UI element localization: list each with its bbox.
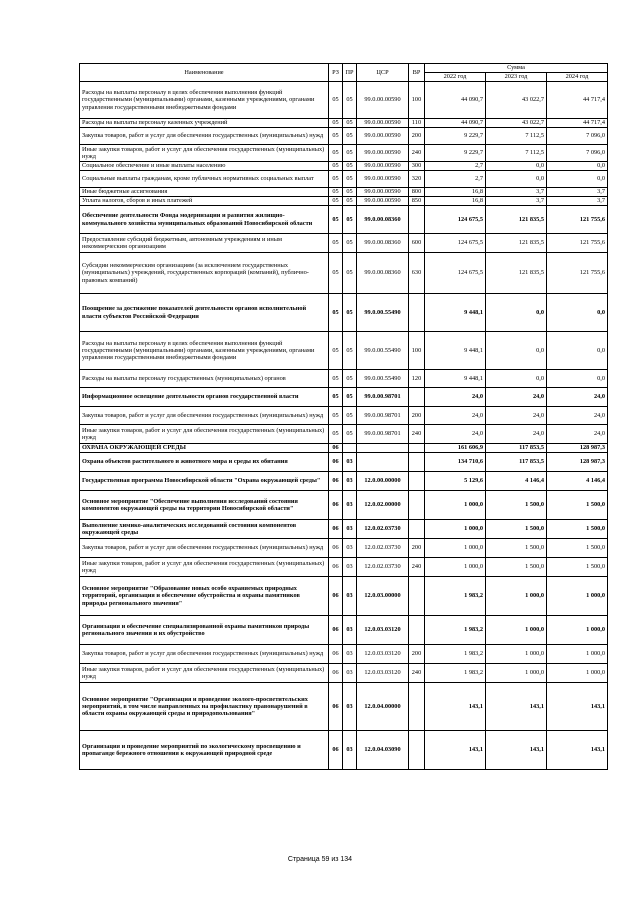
cell-2023: 0,0 <box>486 332 547 370</box>
cell-name: Основное мероприятие "Организация и проведение эколого-просветительских мероприятий, в том числе направленных на профилактику правонарушений в области охраны окружающей среды и природопользования" <box>80 683 329 731</box>
cell-name: Иные бюджетные ассигнования <box>80 188 329 197</box>
cell-vr <box>409 294 425 332</box>
cell-pr: 03 <box>343 731 357 770</box>
cell-rz: 05 <box>329 294 343 332</box>
cell-pr: 05 <box>343 206 357 234</box>
table-row <box>80 520 608 539</box>
cell-2023: 0,0 <box>486 162 547 171</box>
cell-2024: 7 096,0 <box>547 128 608 145</box>
cell-pr: 05 <box>343 188 357 197</box>
cell-csr: 12.0.03.03120 <box>357 616 409 645</box>
cell-2022: 9 448,1 <box>425 332 486 370</box>
cell-pr: 05 <box>343 119 357 128</box>
table-body <box>80 82 608 770</box>
cell-2022: 1 000,0 <box>425 558 486 577</box>
cell-name: Субсидии некоммерческим организациям (за исключением государственных (муниципальных) учреждений, государственных корпораций (компаний), публично-правовых компаний) <box>80 253 329 294</box>
cell-2023: 4 146,4 <box>486 472 547 491</box>
cell-2024: 3,7 <box>547 188 608 197</box>
cell-rz: 06 <box>329 645 343 664</box>
cell-pr: 05 <box>343 332 357 370</box>
cell-pr: 03 <box>343 616 357 645</box>
cell-vr <box>409 577 425 616</box>
cell-2023: 24,0 <box>486 425 547 444</box>
cell-name: Социальные выплаты гражданам, кроме публичных нормативных социальных выплат <box>80 171 329 188</box>
cell-2023: 43 022,7 <box>486 82 547 119</box>
cell-2023: 121 835,5 <box>486 253 547 294</box>
table-row <box>80 188 608 197</box>
cell-2024: 3,7 <box>547 197 608 206</box>
cell-2023: 117 853,5 <box>486 453 547 472</box>
cell-2024: 0,0 <box>547 162 608 171</box>
cell-2022: 5 129,6 <box>425 472 486 491</box>
cell-rz: 06 <box>329 731 343 770</box>
cell-2024: 24,0 <box>547 407 608 425</box>
table-row <box>80 206 608 234</box>
cell-vr: 200 <box>409 645 425 664</box>
cell-2023: 1 500,0 <box>486 520 547 539</box>
table-row <box>80 294 608 332</box>
cell-2024: 1 500,0 <box>547 520 608 539</box>
cell-pr: 03 <box>343 664 357 683</box>
cell-pr: 05 <box>343 407 357 425</box>
cell-name: Закупка товаров, работ и услуг для обеспечения государственных (муниципальных) нужд <box>80 645 329 664</box>
cell-pr: 03 <box>343 491 357 520</box>
cell-pr: 03 <box>343 558 357 577</box>
table-row <box>80 82 608 119</box>
cell-2022: 124 675,5 <box>425 234 486 253</box>
cell-2022: 134 710,6 <box>425 453 486 472</box>
cell-2024: 1 000,0 <box>547 577 608 616</box>
cell-2022: 2,7 <box>425 171 486 188</box>
cell-2023: 3,7 <box>486 188 547 197</box>
cell-2022: 1 983,2 <box>425 577 486 616</box>
table-row <box>80 491 608 520</box>
cell-2024: 0,0 <box>547 294 608 332</box>
cell-2024: 143,1 <box>547 731 608 770</box>
cell-2023: 1 000,0 <box>486 664 547 683</box>
table-row <box>80 616 608 645</box>
cell-csr: 12.0.00.00000 <box>357 472 409 491</box>
cell-csr: 12.0.02.03730 <box>357 539 409 558</box>
cell-2023: 0,0 <box>486 370 547 388</box>
cell-2022: 2,7 <box>425 162 486 171</box>
cell-rz: 06 <box>329 664 343 683</box>
cell-2023: 7 112,5 <box>486 145 547 162</box>
cell-2023: 117 853,5 <box>486 444 547 453</box>
table-row <box>80 683 608 731</box>
cell-rz: 06 <box>329 577 343 616</box>
cell-rz: 06 <box>329 539 343 558</box>
cell-name: Уплата налогов, сборов и иных платежей <box>80 197 329 206</box>
cell-2022: 16,8 <box>425 188 486 197</box>
cell-2024: 1 500,0 <box>547 539 608 558</box>
header-csr: ЦСР <box>357 64 409 82</box>
header-vr: ВР <box>409 64 425 82</box>
cell-2024: 44 717,4 <box>547 82 608 119</box>
cell-pr: 03 <box>343 577 357 616</box>
cell-2022: 161 606,9 <box>425 444 486 453</box>
cell-2023: 3,7 <box>486 197 547 206</box>
cell-name: Расходы на выплаты персоналу в целях обеспечения выполнения функций государственными (муниципальными) органами, казенными учреждениями, органами управления государственными внебюджетными фондами <box>80 332 329 370</box>
cell-pr: 05 <box>343 234 357 253</box>
cell-rz: 06 <box>329 616 343 645</box>
cell-vr: 200 <box>409 407 425 425</box>
cell-2024: 1 000,0 <box>547 645 608 664</box>
cell-csr: 99.0.00.98701 <box>357 388 409 407</box>
cell-2024: 128 987,3 <box>547 453 608 472</box>
cell-rz: 06 <box>329 520 343 539</box>
cell-2023: 7 112,5 <box>486 128 547 145</box>
cell-vr: 800 <box>409 188 425 197</box>
cell-pr: 03 <box>343 472 357 491</box>
table-row <box>80 453 608 472</box>
cell-2024: 128 987,3 <box>547 444 608 453</box>
cell-2022: 143,1 <box>425 731 486 770</box>
cell-name: Обеспечение деятельности Фонда модернизации и развития жилищно-коммунального хозяйства муниципальных образований Новосибирской области <box>80 206 329 234</box>
cell-rz: 05 <box>329 82 343 119</box>
cell-name: Предоставление субсидий бюджетным, автономным учреждениям и иным некоммерческим организациям <box>80 234 329 253</box>
cell-2022: 16,8 <box>425 197 486 206</box>
cell-name: Основное мероприятие "Образование новых особо охраняемых природных территорий, организация и обеспечение обустройства и охраны памятников природы регионального значения" <box>80 577 329 616</box>
cell-pr: 03 <box>343 539 357 558</box>
budget-table <box>79 63 608 770</box>
cell-2022: 44 090,7 <box>425 119 486 128</box>
cell-2024: 1 500,0 <box>547 558 608 577</box>
cell-csr: 99.0.00.00590 <box>357 162 409 171</box>
cell-pr: 05 <box>343 162 357 171</box>
cell-2023: 43 022,7 <box>486 119 547 128</box>
cell-rz: 06 <box>329 472 343 491</box>
table-row <box>80 388 608 407</box>
table-row <box>80 128 608 145</box>
cell-rz: 05 <box>329 188 343 197</box>
cell-2023: 1 000,0 <box>486 577 547 616</box>
cell-2024: 121 755,6 <box>547 253 608 294</box>
cell-2024: 24,0 <box>547 388 608 407</box>
cell-2023: 121 835,5 <box>486 206 547 234</box>
cell-name: Расходы на выплаты персоналу в целях обеспечения выполнения функций государственными (муниципальными) органами, казенными учреждениями, органами управления государственными внебюджетными фондами <box>80 82 329 119</box>
cell-name: Иные закупки товаров, работ и услуг для обеспечения государственных (муниципальных) нужд <box>80 664 329 683</box>
cell-name: Информационное освещение деятельности органов государственной власти <box>80 388 329 407</box>
table-row <box>80 332 608 370</box>
cell-csr: 99.0.00.98701 <box>357 407 409 425</box>
cell-2024: 7 096,0 <box>547 145 608 162</box>
cell-2022: 9 448,1 <box>425 294 486 332</box>
cell-pr: 03 <box>343 645 357 664</box>
cell-csr: 99.0.00.00590 <box>357 145 409 162</box>
cell-csr: 99.0.00.00590 <box>357 82 409 119</box>
cell-pr <box>343 444 357 453</box>
cell-name: Иные закупки товаров, работ и услуг для обеспечения государственных (муниципальных) нужд <box>80 558 329 577</box>
cell-vr: 320 <box>409 171 425 188</box>
cell-vr <box>409 520 425 539</box>
cell-vr: 100 <box>409 82 425 119</box>
cell-2022: 24,0 <box>425 407 486 425</box>
cell-pr: 05 <box>343 145 357 162</box>
cell-csr: 99.0.00.00590 <box>357 128 409 145</box>
cell-pr: 03 <box>343 520 357 539</box>
cell-vr <box>409 731 425 770</box>
header-year-2022: 2022 год <box>425 73 486 82</box>
cell-csr: 99.0.00.55490 <box>357 294 409 332</box>
cell-2022: 143,1 <box>425 683 486 731</box>
cell-name: ОХРАНА ОКРУЖАЮЩЕЙ СРЕДЫ <box>80 444 329 453</box>
table-row <box>80 577 608 616</box>
table-row <box>80 234 608 253</box>
cell-2022: 124 675,5 <box>425 206 486 234</box>
table-row <box>80 731 608 770</box>
cell-2024: 1 000,0 <box>547 664 608 683</box>
table-row <box>80 425 608 444</box>
cell-2022: 1 000,0 <box>425 491 486 520</box>
cell-vr: 600 <box>409 234 425 253</box>
budget-sheet <box>79 63 607 770</box>
cell-vr <box>409 388 425 407</box>
cell-csr <box>357 453 409 472</box>
cell-pr: 05 <box>343 82 357 119</box>
cell-csr: 99.0.00.55490 <box>357 332 409 370</box>
cell-vr: 200 <box>409 539 425 558</box>
cell-csr: 99.0.00.98701 <box>357 425 409 444</box>
cell-rz: 05 <box>329 128 343 145</box>
cell-csr: 12.0.02.03730 <box>357 520 409 539</box>
cell-2024: 1 000,0 <box>547 616 608 645</box>
cell-2024: 0,0 <box>547 171 608 188</box>
cell-2024: 0,0 <box>547 332 608 370</box>
cell-2022: 9 229,7 <box>425 128 486 145</box>
cell-2023: 1 500,0 <box>486 491 547 520</box>
cell-2023: 24,0 <box>486 407 547 425</box>
cell-2024: 1 500,0 <box>547 491 608 520</box>
cell-pr: 05 <box>343 388 357 407</box>
table-row <box>80 539 608 558</box>
cell-name: Выполнение химико-аналитических исследований состояния компонентов окружающей среды <box>80 520 329 539</box>
cell-2023: 0,0 <box>486 294 547 332</box>
cell-2022: 124 675,5 <box>425 253 486 294</box>
cell-vr <box>409 472 425 491</box>
cell-name: Организация и проведение мероприятий по экологическому просвещению и пропаганде бережного отношения к окружающей природной среде <box>80 731 329 770</box>
cell-vr: 240 <box>409 558 425 577</box>
cell-csr: 99.0.00.55490 <box>357 370 409 388</box>
cell-csr: 12.0.02.03730 <box>357 558 409 577</box>
cell-csr <box>357 444 409 453</box>
table-row <box>80 197 608 206</box>
cell-2022: 24,0 <box>425 388 486 407</box>
cell-2022: 1 983,2 <box>425 664 486 683</box>
cell-name: Социальное обеспечение и иные выплаты населению <box>80 162 329 171</box>
header-rz: РЗ <box>329 64 343 82</box>
cell-csr: 99.0.00.00590 <box>357 188 409 197</box>
cell-csr: 99.0.00.08360 <box>357 234 409 253</box>
cell-csr: 12.0.03.03120 <box>357 645 409 664</box>
cell-2023: 143,1 <box>486 683 547 731</box>
table-row <box>80 407 608 425</box>
cell-pr: 05 <box>343 197 357 206</box>
cell-2022: 44 090,7 <box>425 82 486 119</box>
header-name: Наименование <box>80 64 329 82</box>
cell-name: Организация и обеспечение специализированной охраны памятников природы регионального значения и их обустройство <box>80 616 329 645</box>
cell-vr: 630 <box>409 253 425 294</box>
cell-csr: 99.0.00.08360 <box>357 253 409 294</box>
cell-rz: 05 <box>329 119 343 128</box>
cell-pr: 03 <box>343 683 357 731</box>
page-footer: Страница 59 из 134 <box>287 856 353 863</box>
cell-2022: 1 000,0 <box>425 539 486 558</box>
cell-name: Закупка товаров, работ и услуг для обеспечения государственных (муниципальных) нужд <box>80 407 329 425</box>
cell-csr: 12.0.04.03090 <box>357 731 409 770</box>
cell-pr: 05 <box>343 370 357 388</box>
cell-2024: 143,1 <box>547 683 608 731</box>
cell-name: Закупка товаров, работ и услуг для обеспечения государственных (муниципальных) нужд <box>80 539 329 558</box>
cell-name: Охрана объектов растительного и животного мира и среды их обитания <box>80 453 329 472</box>
cell-pr: 05 <box>343 128 357 145</box>
cell-vr: 240 <box>409 664 425 683</box>
cell-2023: 121 835,5 <box>486 234 547 253</box>
table-row <box>80 171 608 188</box>
cell-2023: 1 500,0 <box>486 539 547 558</box>
cell-rz: 06 <box>329 683 343 731</box>
cell-pr: 05 <box>343 171 357 188</box>
cell-2022: 9 229,7 <box>425 145 486 162</box>
table-row <box>80 664 608 683</box>
cell-pr: 05 <box>343 294 357 332</box>
cell-vr: 240 <box>409 145 425 162</box>
cell-2023: 0,0 <box>486 171 547 188</box>
cell-pr: 03 <box>343 453 357 472</box>
cell-2024: 4 146,4 <box>547 472 608 491</box>
cell-2023: 143,1 <box>486 731 547 770</box>
table-row <box>80 444 608 453</box>
table-header <box>80 64 608 82</box>
cell-name: Иные закупки товаров, работ и услуг для обеспечения государственных (муниципальных) нужд <box>80 145 329 162</box>
cell-2024: 44 717,4 <box>547 119 608 128</box>
cell-name: Расходы на выплаты персоналу казенных учреждений <box>80 119 329 128</box>
cell-name: Государственная программа Новосибирской области "Охрана окружающей среды" <box>80 472 329 491</box>
cell-csr: 99.0.00.00590 <box>357 171 409 188</box>
cell-2024: 0,0 <box>547 370 608 388</box>
table-row <box>80 145 608 162</box>
cell-csr: 12.0.03.03120 <box>357 664 409 683</box>
cell-rz: 05 <box>329 425 343 444</box>
cell-2023: 1 000,0 <box>486 645 547 664</box>
cell-rz: 05 <box>329 145 343 162</box>
cell-rz: 05 <box>329 388 343 407</box>
cell-vr <box>409 683 425 731</box>
cell-vr: 300 <box>409 162 425 171</box>
cell-vr <box>409 206 425 234</box>
cell-vr <box>409 444 425 453</box>
table-row <box>80 558 608 577</box>
cell-2022: 1 983,2 <box>425 645 486 664</box>
header-pr: ПР <box>343 64 357 82</box>
cell-vr: 120 <box>409 370 425 388</box>
cell-vr: 110 <box>409 119 425 128</box>
cell-2022: 9 448,1 <box>425 370 486 388</box>
cell-rz: 05 <box>329 234 343 253</box>
cell-2024: 121 755,6 <box>547 234 608 253</box>
cell-vr <box>409 453 425 472</box>
cell-rz: 06 <box>329 491 343 520</box>
cell-rz: 05 <box>329 197 343 206</box>
cell-csr: 99.0.00.08360 <box>357 206 409 234</box>
cell-2022: 1 000,0 <box>425 520 486 539</box>
cell-rz: 05 <box>329 162 343 171</box>
cell-csr: 99.0.00.00590 <box>357 119 409 128</box>
table-row <box>80 253 608 294</box>
cell-2024: 121 755,6 <box>547 206 608 234</box>
cell-pr: 05 <box>343 425 357 444</box>
cell-csr: 12.0.02.00000 <box>357 491 409 520</box>
cell-name: Закупка товаров, работ и услуг для обеспечения государственных (муниципальных) нужд <box>80 128 329 145</box>
cell-rz: 05 <box>329 332 343 370</box>
cell-csr: 99.0.00.00590 <box>357 197 409 206</box>
cell-rz: 05 <box>329 370 343 388</box>
cell-csr: 12.0.04.00000 <box>357 683 409 731</box>
cell-rz: 06 <box>329 444 343 453</box>
cell-2024: 24,0 <box>547 425 608 444</box>
cell-pr: 05 <box>343 253 357 294</box>
header-year-2023: 2023 год <box>486 73 547 82</box>
cell-rz: 06 <box>329 453 343 472</box>
cell-2023: 1 000,0 <box>486 616 547 645</box>
table-row <box>80 472 608 491</box>
cell-rz: 05 <box>329 171 343 188</box>
cell-vr: 240 <box>409 425 425 444</box>
cell-2022: 24,0 <box>425 425 486 444</box>
cell-vr <box>409 616 425 645</box>
cell-name: Расходы на выплаты персоналу государственных (муниципальных) органов <box>80 370 329 388</box>
cell-2023: 1 500,0 <box>486 558 547 577</box>
cell-vr: 100 <box>409 332 425 370</box>
cell-vr <box>409 491 425 520</box>
cell-rz: 05 <box>329 206 343 234</box>
table-row <box>80 162 608 171</box>
cell-name: Основное мероприятие "Обеспечение выполнения исследований состояния компонентов окружающей среды на территории Новосибирской области" <box>80 491 329 520</box>
table-row <box>80 370 608 388</box>
cell-2023: 24,0 <box>486 388 547 407</box>
cell-2022: 1 983,2 <box>425 616 486 645</box>
cell-rz: 05 <box>329 253 343 294</box>
header-sum: Сумма <box>425 64 608 73</box>
table-row <box>80 645 608 664</box>
cell-rz: 06 <box>329 558 343 577</box>
cell-rz: 05 <box>329 407 343 425</box>
header-year-2024: 2024 год <box>547 73 608 82</box>
cell-vr: 850 <box>409 197 425 206</box>
cell-vr: 200 <box>409 128 425 145</box>
cell-name: Поощрение за достижение показателей деятельности органов исполнительной власти субъектов Российской Федерации <box>80 294 329 332</box>
cell-csr: 12.0.03.00000 <box>357 577 409 616</box>
cell-name: Иные закупки товаров, работ и услуг для обеспечения государственных (муниципальных) нужд <box>80 425 329 444</box>
table-row <box>80 119 608 128</box>
